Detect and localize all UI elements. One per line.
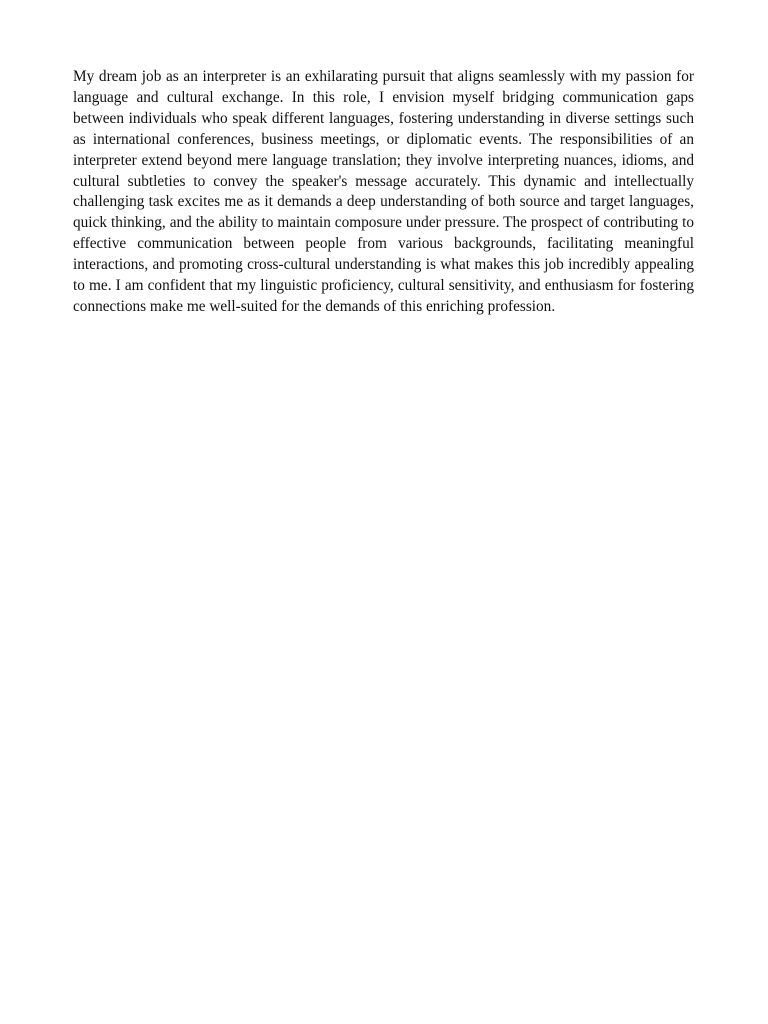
essay-paragraph: My dream job as an interpreter is an exhilarating pursuit that aligns seamlessly with my passion for language and cultural exchange. In this role, I envision myself bridging communication gaps between individuals who speak different languages, fostering understanding in diverse settings such as international conferences, business meetings, or diplomatic events. The responsibilities of an interpreter extend beyond mere language translation; they involve interpreting nuances, idioms, and cultural subtleties to convey the speaker's message accurately. This dynamic and intellectually challenging task excites me as it demands a deep understanding of both source and target languages, quick thinking, and the ability to maintain composure under pressure. The prospect of contributing to effective communication between people from various backgrounds, facilitating meaningful interactions, and promoting cross-cultural understanding is what makes this job incredibly appealing to me. I am confident that my linguistic proficiency, cultural sensitivity, and enthusiasm for fostering connections make me well-suited for the demands of this enriching profession. — [73, 68, 694, 315]
